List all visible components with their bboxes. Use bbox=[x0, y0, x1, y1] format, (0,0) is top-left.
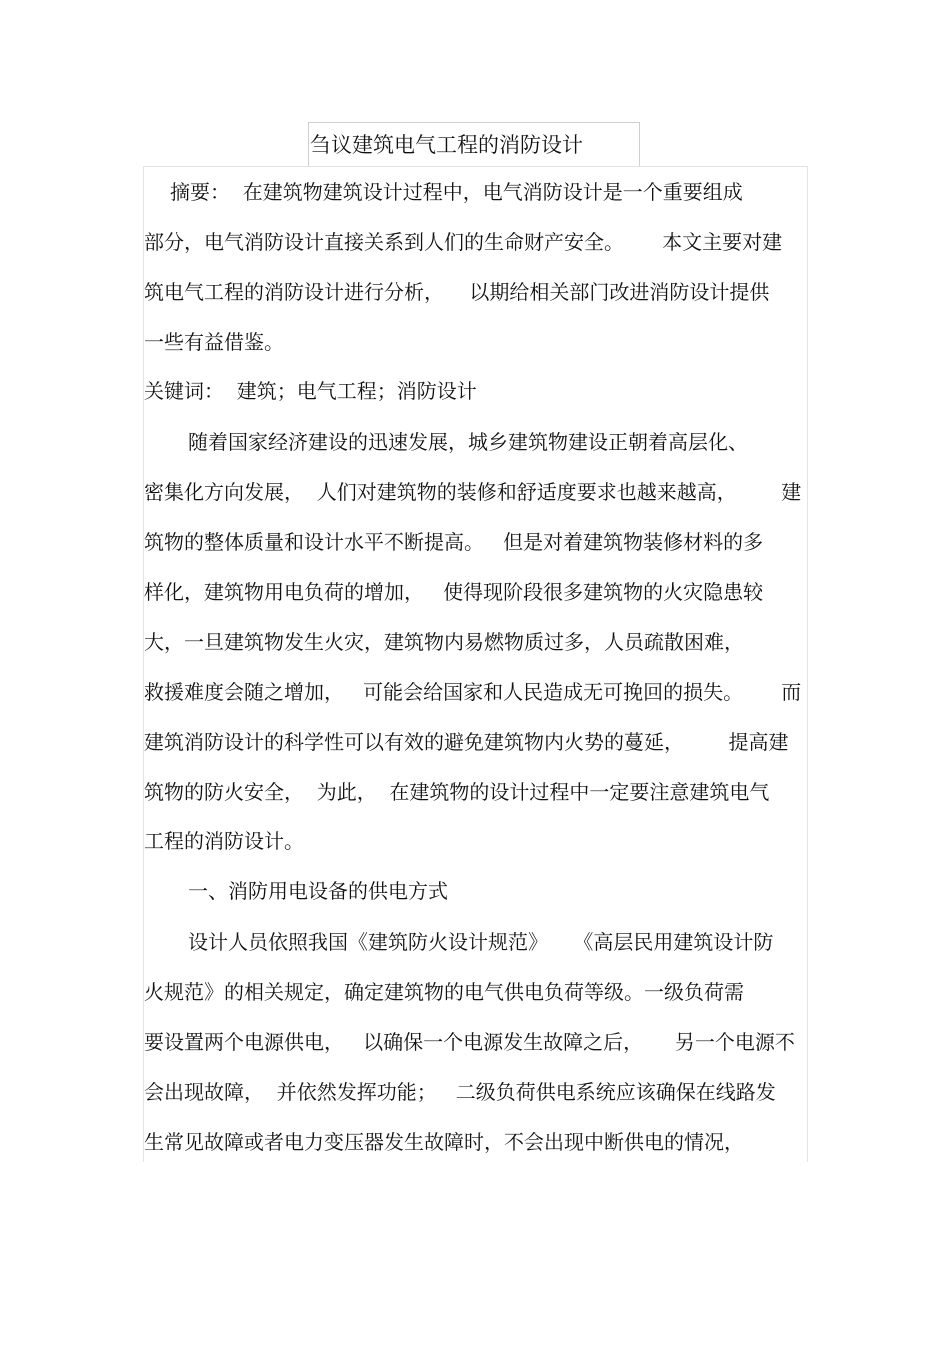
body-line: 火规范》的相关规定，确定建筑物的电气供电负荷等级。一级负荷需 bbox=[144, 980, 744, 1004]
abstract-line: 部分，电气消防设计直接关系到人们的生命财产安全。 本文主要对建 bbox=[144, 230, 783, 254]
body-line: 筑物的整体质量和设计水平不断提高。 但是对着建筑物装修材料的多 bbox=[144, 530, 764, 554]
content-frame bbox=[143, 166, 808, 1162]
body-line: 生常见故障或者电力变压器发生故障时，不会出现中断供电的情况， bbox=[144, 1130, 744, 1154]
body-line: 建筑消防设计的科学性可以有效的避免建筑物内火势的蔓延， 提高建 bbox=[144, 730, 789, 754]
body-line: 要设置两个电源供电， 以确保一个电源发生故障之后， 另一个电源不 bbox=[144, 1030, 795, 1054]
keywords-line: 关键词： 建筑；电气工程；消防设计 bbox=[144, 379, 477, 403]
body-line: 设计人员依照我国《建筑防火设计规范》 《高层民用建筑设计防 bbox=[188, 930, 774, 954]
body-line: 筑物的防火安全， 为此， 在建筑物的设计过程中一定要注意建筑电气 bbox=[144, 780, 770, 804]
body-line: 会出现故障， 并依然发挥功能； 二级负荷供电系统应该确保在线路发 bbox=[144, 1080, 776, 1104]
abstract-line: 一些有益借鉴。 bbox=[144, 330, 284, 354]
abstract-line: 筑电气工程的消防设计进行分析， 以期给相关部门改进消防设计提供 bbox=[144, 280, 770, 304]
body-line: 工程的消防设计。 bbox=[144, 829, 304, 853]
body-line: 随着国家经济建设的迅速发展，城乡建筑物建设正朝着高层化、 bbox=[188, 430, 748, 454]
section-heading: 一、消防用电设备的供电方式 bbox=[188, 879, 448, 903]
body-line: 密集化方向发展， 人们对建筑物的装修和舒适度要求也越来越高， 建 bbox=[144, 480, 802, 504]
abstract-line: 摘要： 在建筑物建筑设计过程中，电气消防设计是一个重要组成 bbox=[170, 180, 743, 204]
body-line: 样化，建筑物用电负荷的增加， 使得现阶段很多建筑物的火灾隐患较 bbox=[144, 580, 764, 604]
body-line: 大，一旦建筑物发生火灾，建筑物内易燃物质过多，人员疏散困难， bbox=[144, 630, 744, 654]
body-line: 救援难度会随之增加， 可能会给国家和人民造成无可挽回的损失。 而 bbox=[144, 680, 802, 704]
document-title: 刍议建筑电气工程的消防设计 bbox=[310, 133, 583, 157]
